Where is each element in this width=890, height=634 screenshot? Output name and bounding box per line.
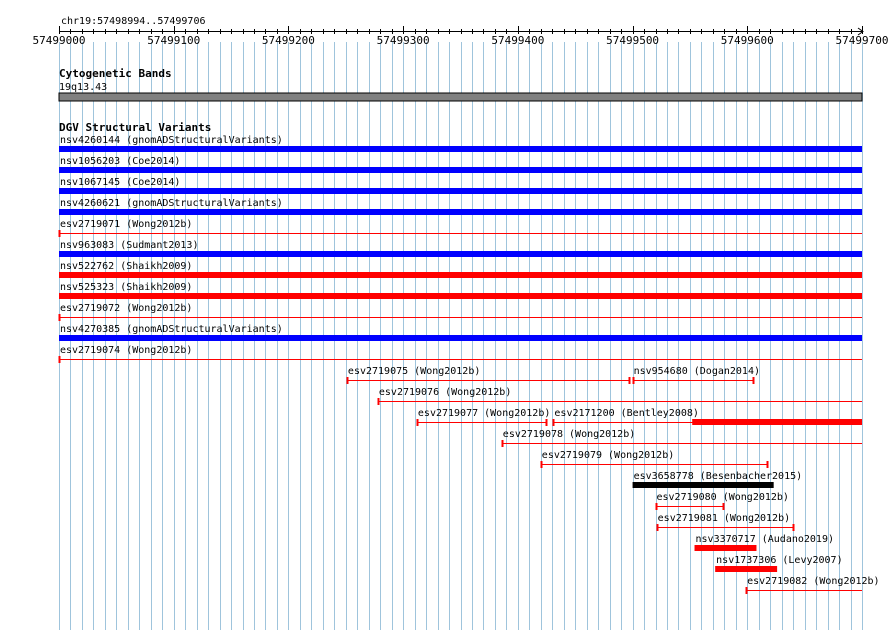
variant-bar[interactable] [59,293,862,299]
variant-label: nsv4270385 (gnomADStructuralVariants) [60,324,283,335]
variant-feature[interactable] [59,156,862,173]
variant-feature[interactable] [59,261,862,278]
variant-label: esv2719076 (Wong2012b) [378,387,512,398]
variant-label: esv2719071 (Wong2012b) [60,219,193,230]
cytogenetic-bands-track [59,67,862,101]
variant-feature[interactable] [59,240,862,257]
variant-feature[interactable] [378,387,862,405]
variant-feature[interactable] [59,345,862,363]
cytoband-bar[interactable] [59,93,862,101]
variant-feature[interactable] [633,366,760,384]
variant-feature[interactable] [59,324,862,341]
variant-feature[interactable] [59,177,862,194]
ruler-tick-label: 57499600 [720,34,774,47]
variant-label: esv2719074 (Wong2012b) [60,345,193,356]
variant-label: esv2719072 (Wong2012b) [60,303,193,314]
position-ruler[interactable] [33,16,889,47]
ruler-tick-label: 57499000 [32,34,86,47]
ruler-tick-label: 57499700 [835,34,889,47]
variant-feature[interactable] [695,534,834,551]
variant-label: esv2719082 (Wong2012b) [747,576,880,587]
variant-label: esv2719080 (Wong2012b) [656,492,789,503]
ruler-tick-label: 57499100 [147,34,201,47]
track-title-cytogenetic-bands: Cytogenetic Bands [59,67,172,80]
variant-label: esv2719075 (Wong2012b) [347,366,481,377]
ruler-tick-label: 57499300 [376,34,430,47]
variant-feature[interactable] [59,282,862,299]
variant-feature[interactable] [656,492,789,510]
variant-label: nsv525323 (Shaikh2009) [60,282,193,293]
variant-feature[interactable] [541,450,768,468]
variant-bar[interactable] [59,146,862,152]
variant-feature[interactable] [502,429,862,447]
variant-label: esv3658778 (Besenbacher2015) [633,471,803,482]
ruler-tick-label: 57499400 [491,34,545,47]
variant-bar[interactable] [715,566,777,572]
variant-feature[interactable] [746,576,879,594]
variant-feature[interactable] [59,219,862,237]
variant-feature[interactable] [657,513,795,531]
variant-feature[interactable] [59,198,862,215]
variant-bar[interactable] [633,482,774,488]
variant-feature[interactable] [59,135,862,152]
variant-bar[interactable] [59,335,862,341]
variant-bar[interactable] [692,419,862,425]
variant-feature[interactable] [59,303,862,321]
variant-label: esv2719081 (Wong2012b) [657,513,791,524]
variant-bar[interactable] [59,209,862,215]
variant-label: nsv963083 (Sudmant2013) [60,240,199,251]
variant-label: nsv3370717 (Audano2019) [695,534,835,545]
region-range-label: chr19:57498994..57499706 [61,16,206,27]
variant-feature[interactable] [715,555,842,572]
variant-label: nsv1067145 (Coe2014) [60,177,181,188]
variant-bar[interactable] [59,251,862,257]
cytoband-label: 19q13.43 [59,82,108,93]
variant-label: esv2719077 (Wong2012b) [417,408,551,419]
variant-label: nsv4260621 (gnomADStructuralVariants) [60,198,283,209]
variant-label: esv2171200 (Bentley2008) [554,408,699,419]
variant-bar[interactable] [59,188,862,194]
variant-label: nsv522762 (Shaikh2009) [60,261,193,272]
variant-label: esv2719078 (Wong2012b) [502,429,636,440]
variant-label: nsv954680 (Dogan2014) [633,366,761,377]
variant-bar[interactable] [695,545,757,551]
ruler-tick-label: 57499500 [606,34,660,47]
variant-feature[interactable] [633,471,803,488]
variant-label: nsv1737306 (Levy2007) [716,555,843,566]
variant-label: nsv1056203 (Coe2014) [60,156,181,167]
variant-label: esv2719079 (Wong2012b) [541,450,675,461]
variant-feature[interactable] [553,408,862,426]
ruler-tick-label: 57499200 [261,34,315,47]
variant-label: nsv4260144 (gnomADStructuralVariants) [60,135,283,146]
variant-bar[interactable] [59,167,862,173]
track-title-dgv-structural-variants: DGV Structural Variants [59,121,212,134]
dgv-structural-variants-track [59,121,880,594]
variant-bar[interactable] [59,272,862,278]
